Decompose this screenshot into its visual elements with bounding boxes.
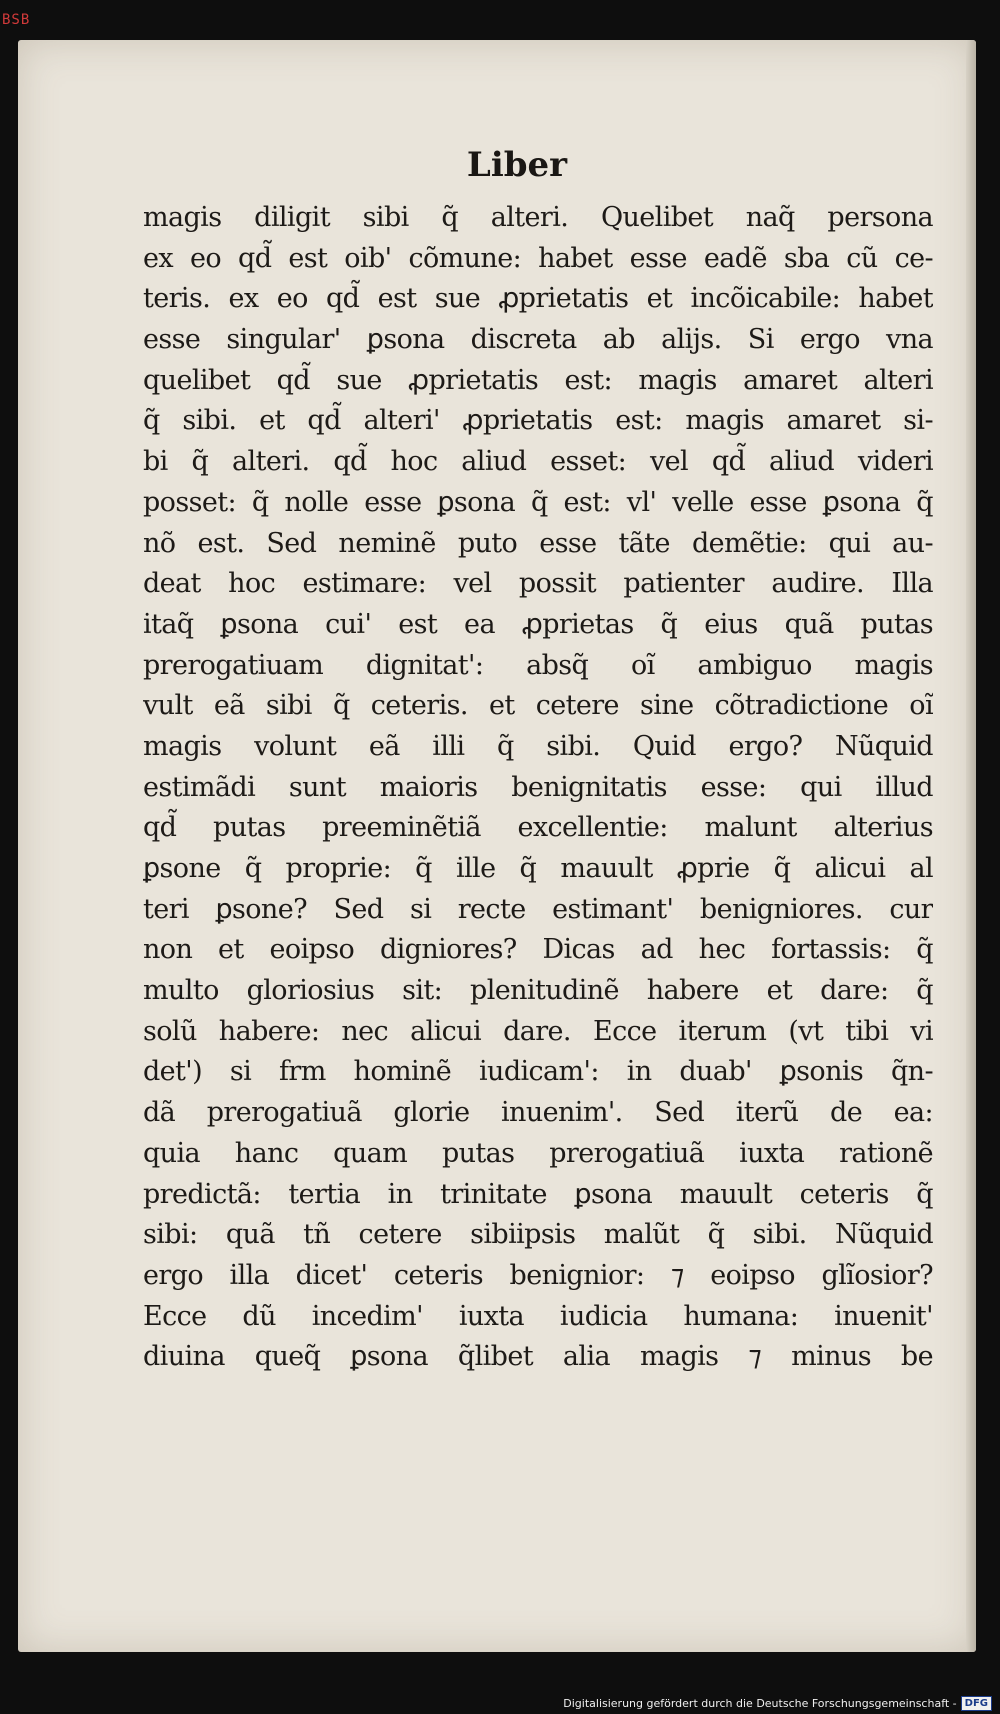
text-line: Ecce dũ incedim' iuxta iudicia humana: inuenit' xyxy=(143,1300,933,1332)
text-line: solũ habere: nec alicui dare. Ecce iterum (vt tibi vi xyxy=(143,1015,933,1047)
text-line: sibi: quã tñ cetere sibiipsis malũt q̃ sibi. Nũquid xyxy=(143,1219,933,1251)
text-line: itaq̃ ꝑsona cui' est ea ꝓprietas q̃ eius quã putas xyxy=(143,608,933,640)
text-block xyxy=(143,198,933,1378)
dfg-logo: DFG xyxy=(961,1696,992,1711)
text-line: dã prerogatiuã glorie inuenim'. Sed iterũ de ea: xyxy=(143,1097,933,1129)
text-line: quia hanc quam putas prerogatiuã iuxta rationẽ xyxy=(143,1137,933,1169)
digitization-credit xyxy=(563,1696,992,1711)
text-line: det') si frm hominẽ iudicam': in duab' ꝑsonis q̃n- xyxy=(143,1056,933,1088)
text-line: magis diligit sibi q̃ alteri. Quelibet naq̃ persona xyxy=(143,202,933,233)
text-line: estimãdi sunt maioris benignitatis esse: qui illud xyxy=(143,771,933,803)
text-line: vult eã sibi q̃ ceteris. et cetere sine cõtradictione oĩ xyxy=(143,690,933,722)
text-line: ꝑsone q̃ proprie: q̃ ille q̃ mauult ꝓprie q̃ alicui al xyxy=(143,853,933,884)
page-edge xyxy=(966,40,976,1652)
book-page xyxy=(18,40,976,1652)
text-line: qd̃ putas preeminẽtiã excellentie: malunt alterius xyxy=(143,812,933,844)
text-line: magis volunt eã illi q̃ sibi. Quid ergo? Nũquid xyxy=(143,730,933,762)
running-head: Liber xyxy=(466,145,568,185)
text-line: quelibet qd̃ sue ꝓprietatis est: magis amaret alteri xyxy=(143,364,933,396)
text-line: esse singular' ꝑsona discreta ab alijs. Si ergo vna xyxy=(143,324,933,356)
text-line: non et eoipso digniores? Dicas ad hec fortassis: q̃ xyxy=(143,934,933,966)
text-line: q̃ sibi. et qd̃ alteri' ꝓprietatis est: magis amaret si- xyxy=(143,405,933,437)
text-line: predictã: tertia in trinitate ꝑsona mauult ceteris q̃ xyxy=(143,1178,933,1210)
library-mark: BSB xyxy=(2,12,31,28)
text-line: nõ est. Sed neminẽ puto esse tãte demẽtie: qui au- xyxy=(143,527,933,559)
text-line: bi q̃ alteri. qd̃ hoc aliud esset: vel qd̃ aliud videri xyxy=(143,446,933,478)
text-line: deat hoc estimare: vel possit patienter audire. Illa xyxy=(143,568,933,600)
text-line: multo gloriosius sit: plenitudinẽ habere et dare: q̃ xyxy=(143,975,933,1007)
text-line: diuina queq̃ ꝑsona q̃libet alia magis ⁊ minus be xyxy=(143,1341,933,1373)
credit-text: Digitalisierung gefördert durch die Deutsche Forschungsgemeinschaft - xyxy=(563,1697,957,1710)
text-line: ergo illa dicet' ceteris benignior: ⁊ eoipso glĩosior? xyxy=(143,1259,933,1291)
text-line: teris. ex eo qd̃ est sue ꝓprietatis et incõicabile: habet xyxy=(143,283,933,315)
text-line: posset: q̃ nolle esse ꝑsona q̃ est: vl' velle esse ꝑsona q̃ xyxy=(143,486,933,518)
text-line: ex eo qd̃ est oib' cõmune: habet esse eadẽ sba cũ ce- xyxy=(143,242,933,274)
text-line: teri ꝑsone? Sed si recte estimant' benigniores. cur xyxy=(143,893,933,925)
text-line: prerogatiuam dignitat': absq̃ oĩ ambiguo magis xyxy=(143,649,933,681)
